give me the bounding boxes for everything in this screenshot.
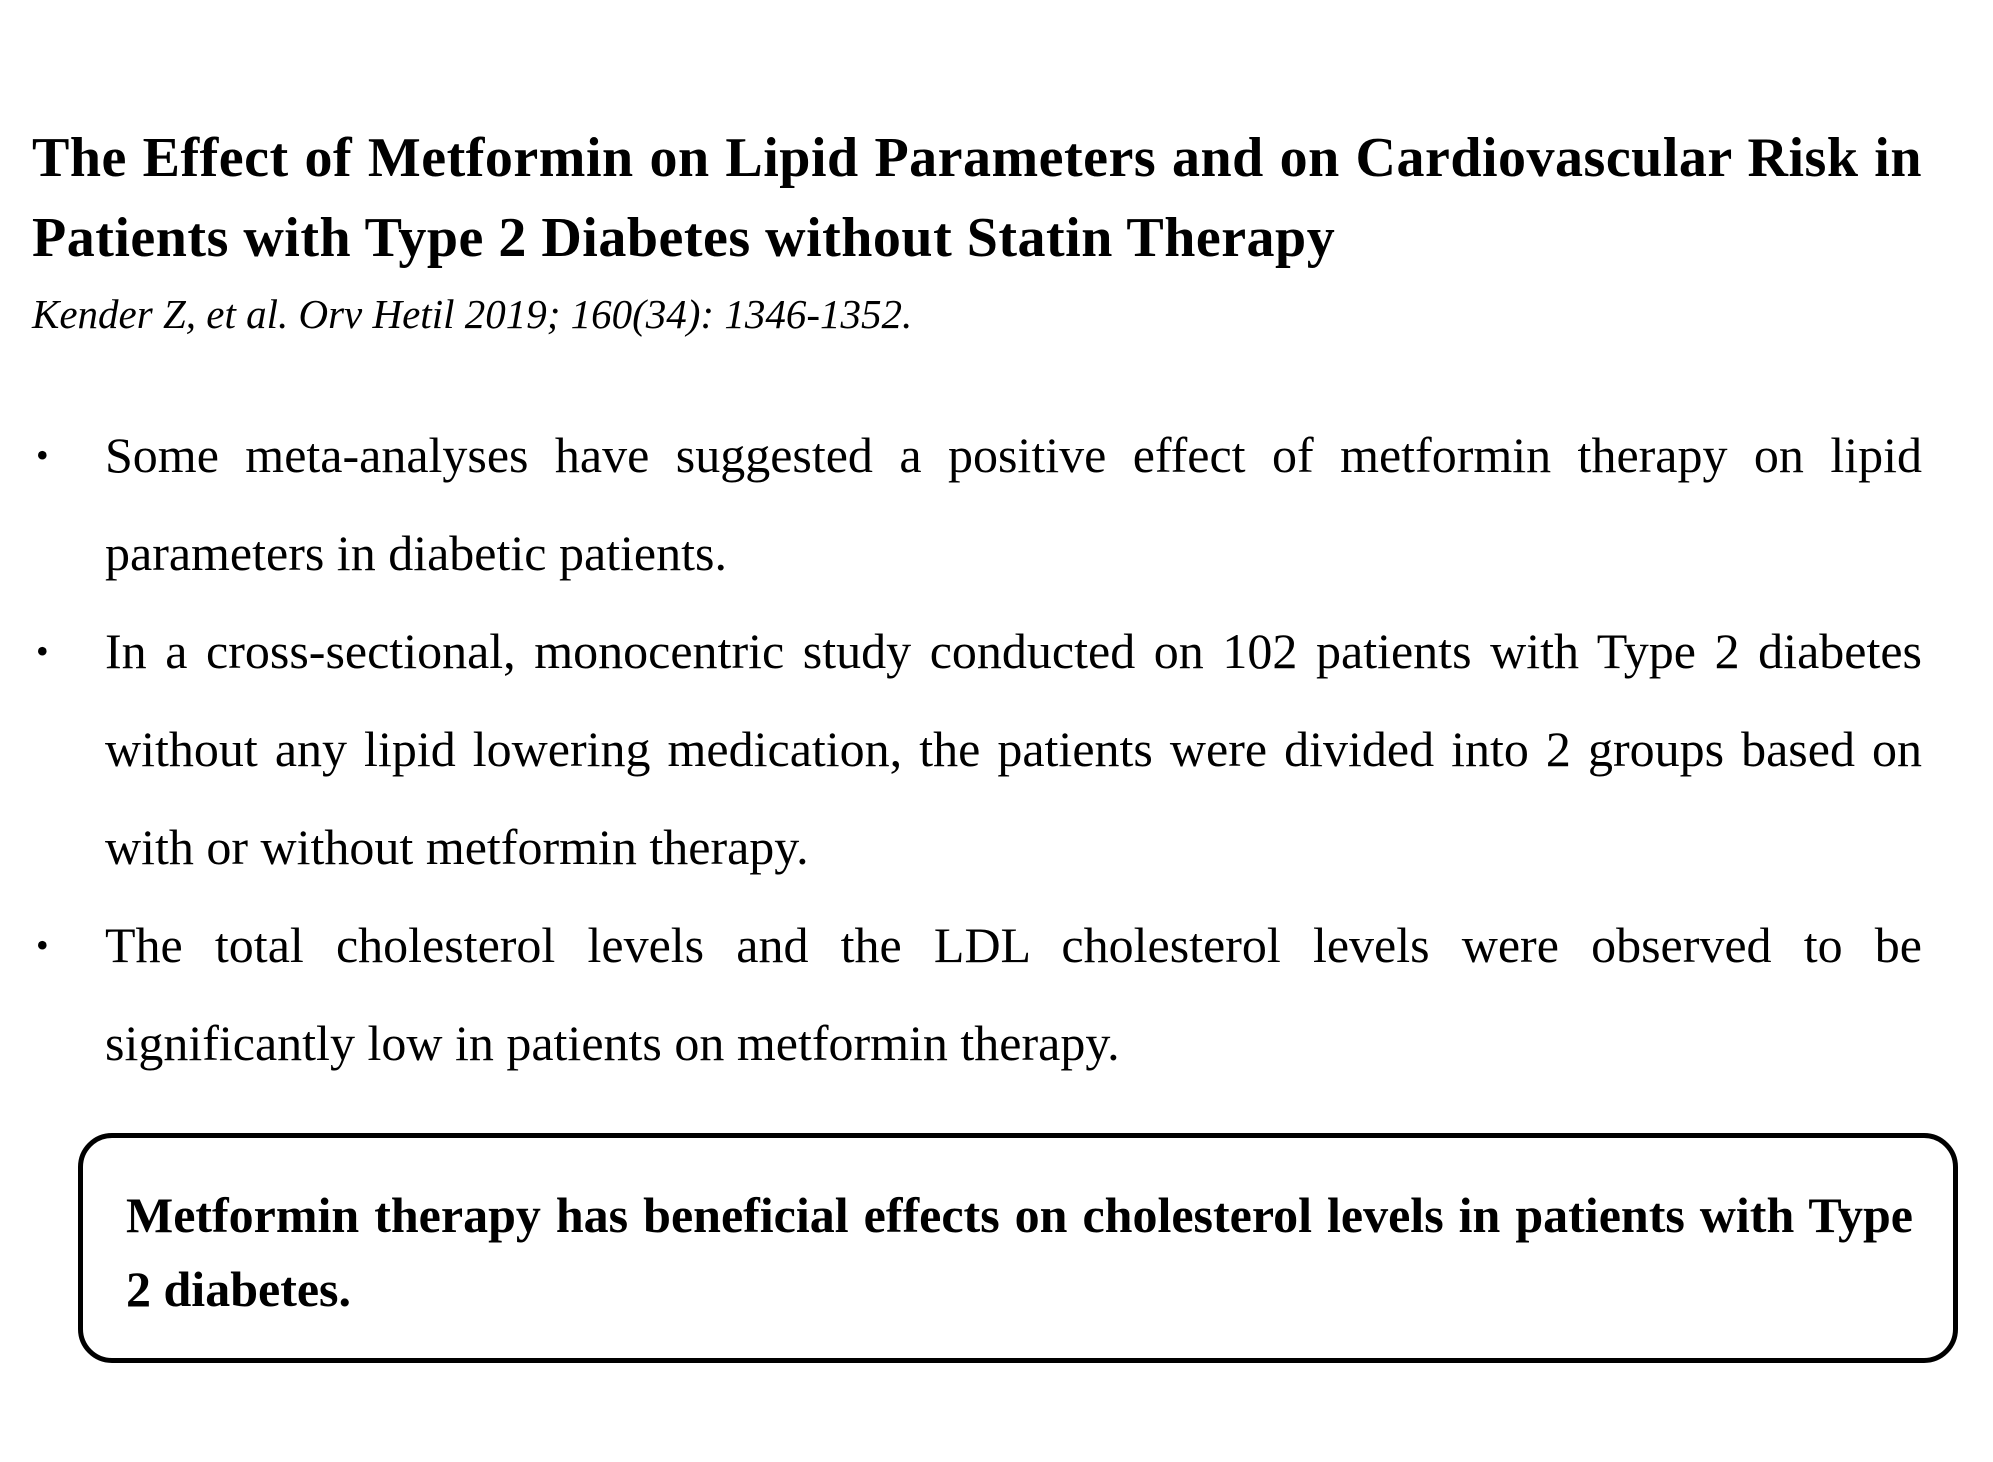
- bullet-list: [32, 406, 1922, 1092]
- bullet-text: The total cholesterol levels and the LDL cholesterol levels were observed to be significantly low in patients on metformin therapy.: [105, 917, 1922, 1071]
- bullet-icon: •: [36, 925, 49, 965]
- bullet-text: Some meta-analyses have suggested a positive effect of metformin therapy on lipid parameters in diabetic patients.: [105, 427, 1922, 581]
- bullet-text: In a cross-sectional, monocentric study conducted on 102 patients with Type 2 diabetes without any lipid lowering medication, the patients were divided into 2 groups based on with or without metformin therapy.: [105, 623, 1922, 875]
- bullet-icon: •: [36, 435, 49, 475]
- document-title: The Effect of Metformin on Lipid Parameters and on Cardiovascular Risk in Patients with Type 2 Diabetes without Statin Therapy: [32, 127, 1922, 269]
- conclusion-text: Metformin therapy has beneficial effects on cholesterol levels in patients with Type 2 diabetes.: [126, 1187, 1913, 1317]
- bullet-item: [32, 602, 1922, 896]
- bullet-item: [32, 406, 1922, 602]
- bullet-item: [32, 896, 1922, 1092]
- bullet-icon: •: [36, 631, 49, 671]
- citation: Kender Z, et al. Orv Hetil 2019; 160(34): 1346-1352.: [32, 291, 913, 337]
- conclusion-box: [78, 1133, 1958, 1363]
- document-body: [32, 118, 1922, 1092]
